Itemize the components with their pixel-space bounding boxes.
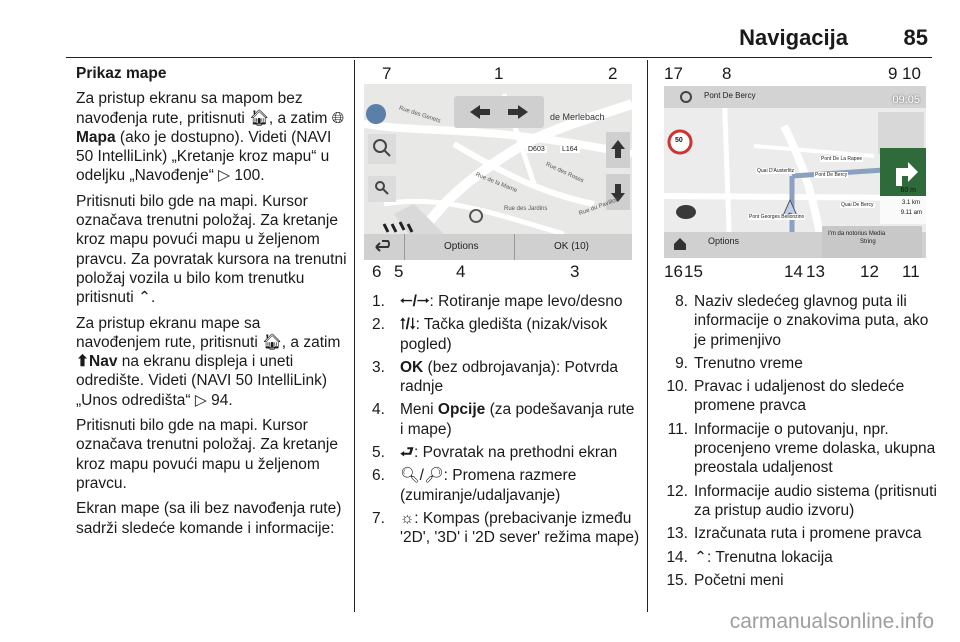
list-item (372, 358, 640, 397)
list-item (652, 377, 942, 416)
p2-text: Pritisnuti bilo gde na mapi. Kursor označava trenutni položaj. Za kretanje kroz mapu povući mapu u željenom pravcu. Za povratak kursora na trenutni položaj vozila u bilo kom trenutku pritisnuti (76, 192, 347, 307)
middle-column (372, 292, 640, 552)
callout-5: 5 (394, 262, 404, 281)
item-text: (bez odbrojavanja): Potvrda radnje (400, 358, 618, 396)
callout-10: 10 (902, 64, 921, 83)
page-number: 85 (903, 25, 928, 50)
item-text: Informacije audio sistema (pritisnuti za pristup audio izvoru) (694, 482, 937, 519)
item-number: 4. (372, 401, 385, 419)
callout-12: 12 (860, 262, 879, 281)
item-text: Pravac i udaljenost do sledeće promene pravca (694, 378, 905, 415)
paragraph-3 (76, 314, 348, 410)
figure1-callouts-top (360, 64, 640, 82)
item-text: : Tačka gledišta (nizak/visok pogled) (400, 316, 608, 353)
trip-arrival-time: 9.11 am (900, 210, 922, 216)
paragraph-4: Pritisnuti bilo gde na mapi. Kursor označava trenutni položaj. Za kretanje kroz mapu povući mapu u željenom pravcu. (76, 417, 338, 492)
figure2-callouts-bottom (660, 262, 930, 280)
header-divider (66, 57, 932, 58)
road-label-1: D603 (528, 146, 545, 153)
item-text: Trenutno vreme (694, 354, 803, 372)
item-number: 3. (372, 358, 385, 376)
location-arrow-icon: ⌃ (694, 548, 707, 566)
figure2-nav-screen (664, 86, 926, 258)
road-label-2: L164 (562, 146, 578, 153)
p1-ref: 100. (234, 167, 265, 185)
item-text: Naziv sledećeg glavnog puta ili informacije o znakovima puta, ako je primenjivo (694, 293, 929, 349)
item-pre: Meni (400, 401, 438, 419)
map-street-5: Rue du Pavillon (578, 196, 620, 218)
paragraph-1 (76, 89, 348, 185)
column-divider-2 (647, 60, 648, 612)
callout-11: 11 (902, 262, 920, 281)
heading-map-view: Prikaz mape (76, 65, 167, 82)
item-text: : Kompas (prebacivanje između '2D', '3D' i '2D sever' režima mape) (400, 509, 640, 547)
callout-16: 16 (664, 262, 683, 281)
page-header (0, 0, 960, 56)
p1-text-b: , a zatim (268, 109, 332, 127)
watermark: carmanualsonline.info (729, 610, 934, 633)
list-item (372, 315, 640, 354)
left-right-arrow-icon: 🠀/🠂 (400, 293, 430, 310)
callout-6: 6 (372, 262, 382, 281)
item-text: (za podešavanja rute i mape) (400, 401, 635, 438)
callout-2: 2 (608, 64, 618, 83)
compass-icon: ☼ (400, 509, 415, 527)
speed-limit: 50 (675, 137, 683, 144)
p3-text-a: Za pristup ekranu mape sa navođenjem rute, pritisnuti (76, 314, 263, 351)
options-button[interactable]: Options (708, 236, 740, 246)
map-icon: 🌐︎ (331, 109, 345, 127)
p3-text-c: na ekranu displeja i uneti odredište. Videti (NAVI 50 IntelliLink) „Unos odredišta“ (76, 353, 327, 409)
reference-arrow-icon: ▷ (218, 167, 231, 185)
item-number: 5. (372, 444, 385, 462)
item-number: 9. (675, 354, 688, 372)
map-street-4: Rue des Jardins (504, 206, 548, 212)
callout-9: 9 (888, 64, 898, 83)
p3-ref: 94. (211, 391, 233, 409)
item-number: 13. (666, 525, 688, 543)
trip-distance: 3.1 km (901, 200, 920, 206)
audio-info-line2[interactable]: String (860, 239, 876, 245)
item-number: 10. (666, 378, 688, 396)
column-divider-1 (354, 60, 355, 612)
callout-14: 14 (784, 262, 803, 281)
reference-arrow-icon: ▷ (194, 391, 207, 409)
item-number: 2. (372, 316, 385, 334)
list-item (372, 292, 640, 311)
item-text: : Promena razmere (zumiranje/udaljavanje) (400, 467, 577, 504)
figure1-callouts-bottom (360, 262, 640, 280)
zoom-icon: 🔍︎/🔎︎ (400, 467, 444, 485)
callout-7: 7 (382, 64, 392, 83)
list-item (652, 420, 942, 478)
map-street-label: de Merlebach (550, 112, 605, 122)
list-item (652, 292, 942, 350)
item-bold: OK (400, 358, 424, 376)
next-road-name: Pont De Bercy (704, 91, 756, 100)
p3-text-b: , a zatim (281, 333, 341, 351)
distance-next-turn: 60 m (900, 187, 916, 194)
item-number: 14. (666, 548, 688, 566)
map-label-d: Quai De Bercy (841, 202, 874, 208)
item-number: 12. (666, 482, 688, 500)
map-label-a: Pont De La Rapee (821, 156, 863, 162)
map-street-6: Rue des Roses (544, 161, 585, 185)
callout-17: 17 (664, 64, 683, 83)
list-item (372, 509, 640, 548)
list-item (372, 466, 640, 505)
item-bold: Opcije (437, 401, 486, 419)
item-number: 8. (675, 293, 688, 310)
left-column (76, 64, 348, 544)
item-text: Početni meni (694, 571, 784, 589)
nav-label: Nav (89, 353, 118, 371)
list-item (652, 571, 942, 590)
map-label-e: Pont Georges Bellonzino (749, 214, 805, 220)
callout-8: 8 (722, 64, 732, 83)
item-text: : Povratak na prethodni ekran (413, 444, 618, 462)
paragraph-2: Pritisnuti bilo gde na mapi. Kursor označava trenutni položaj. Za kretanje kroz mapu povući mapu u željenom pravcu. Za povratak kursora na trenutni položaj vozila u bilo kom trenutku pritisnuti ⌃. (76, 192, 347, 307)
list-item (652, 548, 942, 567)
callout-3: 3 (570, 262, 580, 281)
item-number: 7. (372, 509, 385, 527)
p1-text-a: Za pristup ekranu sa mapom bez navođenja rute, pritisnuti (76, 90, 303, 127)
map-street-2: Rue des Genets (398, 105, 442, 125)
current-time: 09:05 (892, 94, 920, 106)
callout-15: 15 (684, 262, 703, 281)
list-item (652, 482, 942, 521)
options-button[interactable]: Options (444, 241, 479, 252)
list-item (372, 400, 640, 439)
up-down-arrow-icon: 🠁/🠃 (400, 316, 416, 334)
ok-button[interactable]: OK (10) (554, 241, 590, 252)
nav-arrow-icon: ⬆︎ (76, 353, 89, 371)
map-street-3: Rue de la Marne (474, 171, 518, 195)
item-number: 11. (667, 420, 688, 438)
map-label: Mapa (76, 128, 116, 146)
home-icon: 🏠︎ (262, 333, 282, 351)
paragraph-5: Ekran mape (sa ili bez navođenja rute) sadrži sledeće komande i informacije: (76, 500, 342, 537)
audio-info-line1[interactable]: I'm da notorius Media (828, 231, 886, 237)
item-text: : Rotiranje mape levo/desno (429, 293, 623, 310)
item-text: : Trenutna lokacija (707, 548, 833, 566)
back-icon: ⮐ (400, 444, 414, 462)
location-arrow-icon: ⌃ (138, 289, 152, 307)
map-label-c: Pont De Bercy (815, 172, 848, 178)
map-label-b: Quai D'Austerlitz (757, 168, 795, 174)
figure1-map-screen (364, 84, 632, 260)
section-title: Navigacija (739, 25, 848, 50)
item-text: Informacije o putovanju, npr. procenjeno vreme dolaska, ukupna preostala udaljenost (694, 420, 936, 477)
list-item (652, 354, 942, 373)
list-item (372, 443, 640, 462)
home-icon: 🏠︎ (249, 109, 269, 127)
callout-1: 1 (494, 64, 504, 83)
right-column (652, 292, 942, 594)
item-number: 1. (372, 293, 385, 310)
item-number: 15. (666, 571, 688, 589)
list-item (652, 524, 942, 543)
item-text: Izračunata ruta i promene pravca (694, 525, 922, 543)
item-number: 6. (372, 467, 385, 485)
p1-text-c: (ako je dostupno). Videti (NAVI 50 IntelliLink) „Kretanje kroz mapu“ u odeljku „Navođenje“ (76, 128, 332, 185)
callout-4: 4 (456, 262, 466, 281)
figure2-callouts-top (660, 64, 930, 82)
callout-13: 13 (806, 262, 825, 281)
